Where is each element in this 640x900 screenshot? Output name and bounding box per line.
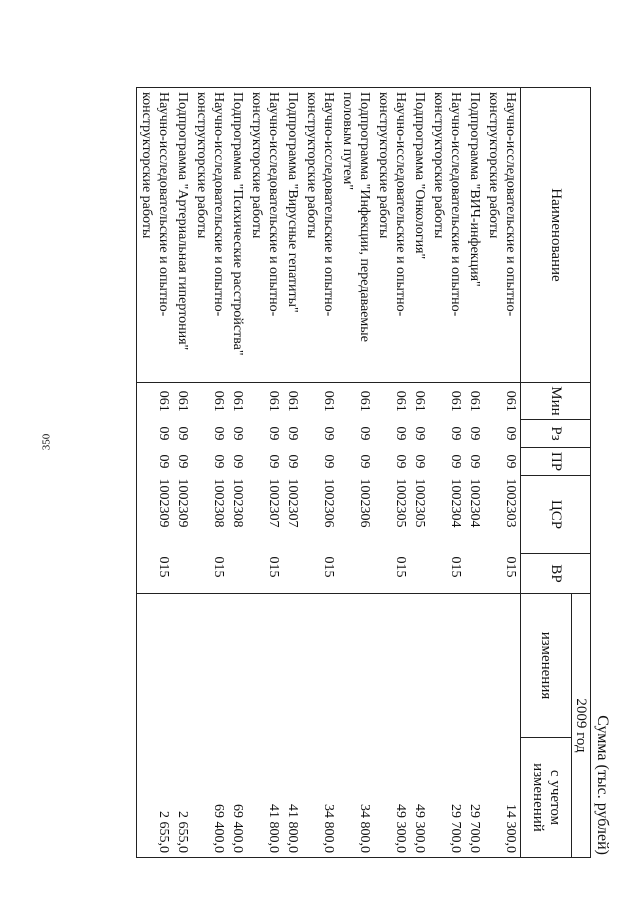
header-vr: ВР (521, 554, 591, 594)
header-csr: ЦСР (521, 476, 591, 554)
cell-csr: 1002307 (285, 478, 300, 528)
cell-total: 49 300,0 (374, 738, 410, 858)
header-changes: изменения (521, 594, 572, 738)
cell-pr: 09 (266, 454, 281, 469)
cell-min: 061 (173, 383, 192, 420)
table-row (374, 88, 410, 858)
header-pr: ПР (521, 448, 591, 476)
cell-name: Подпрограмма "Вирусные гепатиты" (283, 88, 302, 383)
cell-min: 061 (465, 383, 484, 420)
cell-vr (228, 554, 247, 594)
cell-changes (302, 594, 338, 738)
cell-csr: 1002308 (211, 478, 226, 528)
cell-csr: 1002309 (175, 478, 190, 528)
cell-csr: 1002305 (412, 478, 427, 528)
cell-total: 29 700,0 (429, 738, 465, 858)
cell-total: 69 400,0 (192, 738, 228, 858)
cell-min: 061 (484, 383, 521, 420)
header-name: Наименование (521, 88, 591, 383)
cell-changes (374, 594, 410, 738)
cell-csr: 1002305 (393, 478, 408, 528)
cell-vr (283, 554, 302, 594)
cell-changes (410, 594, 429, 738)
cell-pr: 09 (285, 454, 300, 469)
cell-vr (173, 554, 192, 594)
cell-csr: 1002304 (467, 478, 482, 528)
cell-rz: 09 (175, 426, 190, 441)
cell-csr: 1002309 (137, 476, 174, 554)
cell-min: 061 (137, 383, 174, 420)
cell-pr: 09 (230, 454, 245, 469)
cell-csr: 1002307 (266, 478, 281, 528)
header-with-changes: с учетом изменений (521, 738, 572, 858)
cell-name: Подпрограмма "Артериальная гипертония" (173, 88, 192, 383)
cell-total: 49 300,0 (410, 738, 429, 858)
cell-changes (192, 594, 228, 738)
cell-csr: 1002304 (448, 478, 463, 528)
cell-pr: 09 (175, 454, 190, 469)
cell-vr (465, 554, 484, 594)
cell-vr: 015 (211, 556, 226, 578)
cell-csr: 1002308 (230, 478, 245, 528)
table-row (302, 88, 338, 858)
cell-pr: 09 (412, 454, 427, 469)
cell-pr: 09 (448, 454, 463, 469)
cell-pr: 09 (467, 454, 482, 469)
table-row (228, 88, 247, 858)
cell-rz: 09 (393, 426, 408, 441)
table-row (192, 88, 228, 858)
page-number: 350 (40, 433, 53, 451)
table-row (429, 88, 465, 858)
cell-changes (429, 594, 465, 738)
cell-min: 061 (192, 383, 228, 420)
cell-pr: 09 (137, 448, 174, 476)
cell-total: 34 800,0 (302, 738, 338, 858)
table-row (283, 88, 302, 858)
cell-vr: 015 (266, 556, 281, 578)
cell-vr: 015 (321, 556, 336, 578)
cell-rz: 09 (285, 426, 300, 441)
cell-rz: 09 (503, 426, 518, 441)
cell-min: 061 (247, 383, 283, 420)
cell-min: 061 (410, 383, 429, 420)
rotated-table-region (139, 87, 611, 857)
cell-changes (247, 594, 283, 738)
cell-vr: 015 (448, 556, 463, 578)
table-row (410, 88, 429, 858)
budget-table (136, 87, 591, 858)
cell-pr: 09 (357, 454, 372, 469)
cell-name: Научно-исследовательские и опытно-конструкторские работы (374, 88, 410, 383)
cell-csr: 1002306 (321, 478, 336, 528)
cell-name: Научно-исследовательские и опытно-конструкторские работы (192, 88, 228, 383)
cell-min: 061 (338, 383, 374, 420)
cell-name: Подпрограмма "ВИЧ-инфекция" (465, 88, 484, 383)
header-rz: Рз (521, 420, 591, 448)
cell-vr: 015 (137, 554, 174, 594)
cell-total: 2 655,0 (173, 738, 192, 858)
cell-name: Научно-исследовательские и опытно-конструкторские работы (484, 88, 521, 383)
cell-changes (228, 594, 247, 738)
header-min: Мин (521, 383, 591, 420)
cell-total: 14 300,0 (484, 738, 521, 858)
header-year: 2009 год (572, 594, 591, 858)
cell-changes (173, 594, 192, 738)
cell-csr: 1002303 (503, 478, 518, 528)
cell-rz: 09 (266, 426, 281, 441)
cell-changes (338, 594, 374, 738)
cell-changes (465, 594, 484, 738)
cell-vr (338, 554, 374, 594)
cell-name: Подпрограмма "Онкология" (410, 88, 429, 383)
table-row (484, 88, 521, 858)
cell-name: Научно-исследовательские и опытно-конструкторские работы (302, 88, 338, 383)
cell-rz: 09 (357, 426, 372, 441)
cell-csr: 1002306 (357, 478, 372, 528)
cell-rz: 09 (321, 426, 336, 441)
table-body (137, 88, 521, 858)
cell-name: Научно-исследовательские и опытно-конструкторские работы (247, 88, 283, 383)
cell-rz: 09 (412, 426, 427, 441)
header-row-1 (572, 88, 591, 858)
cell-min: 061 (429, 383, 465, 420)
cell-rz: 09 (467, 426, 482, 441)
cell-total: 41 800,0 (247, 738, 283, 858)
cell-total: 41 800,0 (283, 738, 302, 858)
cell-pr: 09 (211, 454, 226, 469)
cell-name: Научно-исследовательские и опытно-конструкторские работы (137, 88, 174, 383)
cell-vr (410, 554, 429, 594)
cell-min: 061 (374, 383, 410, 420)
cell-pr: 09 (321, 454, 336, 469)
table-row (338, 88, 374, 858)
table-row (173, 88, 192, 858)
cell-rz: 09 (230, 426, 245, 441)
cell-total: 2 655,0 (137, 738, 174, 858)
cell-vr: 015 (503, 556, 518, 578)
cell-vr: 015 (393, 556, 408, 578)
cell-changes (137, 594, 174, 738)
cell-total: 34 800,0 (338, 738, 374, 858)
table-row (465, 88, 484, 858)
cell-changes (283, 594, 302, 738)
cell-min: 061 (302, 383, 338, 420)
cell-min: 061 (228, 383, 247, 420)
cell-pr: 09 (503, 454, 518, 469)
cell-name: Научно-исследовательские и опытно-конструкторские работы (429, 88, 465, 383)
table-row (247, 88, 283, 858)
cell-total: 69 400,0 (228, 738, 247, 858)
cell-min: 061 (283, 383, 302, 420)
cell-changes (484, 594, 521, 738)
cell-name: Подпрограмма "Психические расстройства" (228, 88, 247, 383)
table-row (137, 88, 174, 858)
cell-rz: 09 (448, 426, 463, 441)
cell-pr: 09 (393, 454, 408, 469)
units-caption: Сумма (тыс. рублей) (594, 715, 611, 855)
cell-rz: 09 (211, 426, 226, 441)
cell-name: Подпрограмма "Инфекции, передаваемые половым путем" (338, 88, 374, 383)
cell-total: 29 700,0 (465, 738, 484, 858)
cell-rz: 09 (137, 420, 174, 448)
